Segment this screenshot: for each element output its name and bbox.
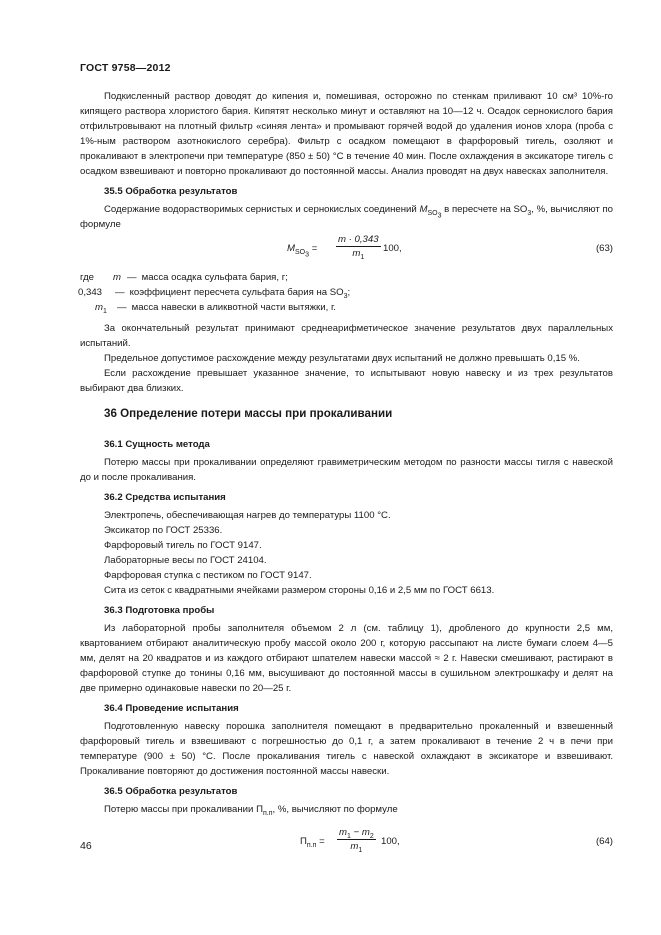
sample-prep-paragraph: Из лабораторной пробы заполнителя объемом 2 л (см. таблицу 1), дробленого до крупности 2,5 мм, квартованием отбирают аналитическую пробу массой около 200 г, которую рассыпают на листе бумаги слоем 4—5 мм, делят на 20 квадратов и из каждого отбирают шпателем навески массой ≈ 2 г. Навески смешивают, растирают в фарфоровой ступке до тонины 0,16 мм, высушивают до постоянной массы в сушильном электрошкафу и делят на две примерно одинаковые навески по 20—25 г. [80, 623, 613, 694]
so3-sub: 3 [527, 209, 532, 217]
where-2-tail: ; [347, 287, 351, 298]
formula-64-lhs: $П_{п.п}$ = [300, 836, 325, 849]
formula-63-numerator: m · 0,343 [338, 234, 379, 245]
equipment-item: Сита из сеток с квадратными ячейками размером стороны 0,16 и 2,5 мм по ГОСТ 6613. [104, 585, 495, 596]
formula-64-lhs-sub: п.п [306, 841, 317, 849]
symbol-P: П [256, 804, 263, 815]
formula-63-number: (63) [595, 243, 613, 254]
equipment-item: Электропечь, обеспечивающая нагрев до температуры 1100 °С. [104, 510, 391, 521]
heading-36-4: 36.4 Проведение испытания [104, 703, 239, 714]
formula-64-den-sub: 1 [358, 846, 363, 854]
section-36-title: 36 Определение потери массы при прокаливании [104, 407, 393, 420]
formula-64-intro [80, 802, 613, 817]
test-procedure-paragraph: Подготовленную навеску порошка заполнителя помещают в предварительно прокаленный и взвешенный фарфоровый тигель и взвешивают с погрешностью до 0,1 г, а затем прокаливают в течение 2 ч в печи при температуре (900 ± 50) °С. После прокаливания тигель с навеской охлаждают в эксикаторе и взвешивают. Прокаливание повторяют до достижения постоянной массы навески. [80, 721, 613, 777]
formula-63-rhs: 100, [383, 243, 402, 254]
page-number: 46 [80, 840, 92, 852]
formula-64-num-m1-sub: 1 [347, 832, 351, 840]
heading-36-1: 36.1 Сущность метода [104, 439, 210, 450]
tolerance-paragraph: Предельное допустимое расхождение между результатами двух испытаний не должно превышать 0,15 %. [104, 353, 580, 364]
symbol-M-sub-3: 3 [437, 212, 442, 220]
formula-63-den-symbol: m [352, 248, 361, 259]
formula-63-denominator [336, 247, 381, 261]
where-2-desc-text: коэффициент пересчета сульфата бария на SO [129, 287, 344, 298]
formula-63-fraction [336, 233, 381, 261]
formula-64 [80, 825, 613, 863]
final-result-paragraph: За окончательный результат принимают среднеарифметическое значение результатов двух параллельных испытаний. [80, 323, 613, 349]
formula-63-lhs-sub3: 3 [305, 251, 310, 259]
where-1-dash: — [127, 272, 137, 283]
where-2-dash: — [115, 287, 125, 298]
where-2-symbol: 0,343 [78, 287, 103, 298]
formula-64-intro-a: Потерю массы при прокаливании [104, 804, 254, 815]
where-3-symbol [95, 300, 112, 315]
equipment-item: Фарфоровый тигель по ГОСТ 9147. [104, 540, 262, 551]
page-content [80, 89, 613, 863]
symbol-P-sub: п.п [262, 809, 273, 817]
where-line-2 [80, 285, 613, 300]
where-2-desc [130, 285, 351, 300]
where-1-desc: масса осадка сульфата бария, г; [141, 272, 288, 283]
formula-63-intro [80, 202, 613, 232]
equipment-item: Лабораторные весы по ГОСТ 24104. [104, 555, 267, 566]
where-word: где [80, 272, 95, 283]
formula-64-num-m1: m [339, 827, 347, 838]
formula-64-intro-b: , %, вычисляют по формуле [272, 804, 398, 815]
discrepancy-paragraph: Если расхождение превышает указанное значение, то испытывают новую навеску и из трех результатов выбирают два близких. [80, 368, 613, 394]
equipment-list [80, 508, 613, 598]
formula-63-intro-c: , %, вычисляют по формуле [80, 204, 613, 230]
heading-36-3: 36.3 Подготовка пробы [104, 605, 215, 616]
formula-64-numerator [337, 826, 376, 840]
heading-36-2: 36.2 Средства испытания [104, 492, 226, 503]
intro-paragraph: Подкисленный раствор доводят до кипения и, помешивая, осторожно по стенкам приливают 10 см³ 10%-го кипящего раствора хлористого бария. Кипятят несколько минут и оставляют на 10—12 ч. Осадок сернокислого бария отфильтровывают на плотный фильтр «синяя лента» и промывают горячей водой до удаления ионов хлора (проба с 1%-ным раствором азотнокислого серебра). Фильтр с осадком помещают в фарфоровый тигель, озоляют и прокаливают в электропечи при температуре (850 ± 50) °С в течение 40 мин. После охлаждения в эксикаторе тигель с осадком взвешивают и повторно прокаливают до постоянной массы. Анализ проводят на двух навесках заполнителя. [80, 91, 613, 177]
formula-63-lhs-sub: SO [295, 248, 306, 256]
formula-64-num-m2-sub: 2 [369, 832, 374, 840]
formula-63-lhs: $M_{SO_3}$ = [287, 243, 318, 259]
heading-35-5: 35.5 Обработка результатов [104, 186, 238, 197]
formula-64-den-symbol: m [350, 841, 359, 852]
where-3-dash: — [117, 302, 127, 313]
where-2-sub: 3 [343, 292, 348, 300]
heading-36-5: 36.5 Обработка результатов [104, 786, 238, 797]
formula-63-intro-a: Содержание водорастворимых сернистых и сернокислых соединений [104, 204, 417, 215]
formula-64-num-m2: m [361, 827, 370, 838]
formula-63-lhs-symbol: M [287, 243, 295, 254]
formula-64-lhs-symbol: П [300, 836, 307, 847]
formula-64-minus: − [350, 827, 362, 838]
where-3-symbol-m: m [95, 302, 103, 313]
formula-64-rhs: 100, [381, 836, 400, 847]
where-line-1 [80, 270, 613, 285]
formula-64-denominator [337, 840, 376, 854]
standard-header: ГОСТ 9758—2012 [80, 62, 171, 74]
where-3-symbol-sub: 1 [103, 307, 107, 315]
symbol-M-sub: SO [427, 209, 438, 217]
where-line-3 [80, 300, 613, 315]
where-1-symbol: m [113, 272, 121, 283]
equipment-item: Эксикатор по ГОСТ 25336. [104, 525, 223, 536]
formula-64-fraction [337, 826, 376, 854]
formula-64-number: (64) [595, 836, 613, 847]
formula-63-intro-b: в пересчете на SO [444, 204, 528, 215]
symbol-M: M [419, 204, 428, 215]
where-3-desc: масса навески в аликвотной части вытяжки, г. [131, 302, 336, 313]
formula-63-den-sub: 1 [360, 253, 365, 261]
method-essence-paragraph: Потерю массы при прокаливании определяют гравиметрическим методом по разности массы тигля с навеской до и после прокаливания. [80, 457, 613, 483]
equipment-item: Фарфоровая ступка с пестиком по ГОСТ 9147. [104, 570, 312, 581]
formula-63 [80, 232, 613, 270]
